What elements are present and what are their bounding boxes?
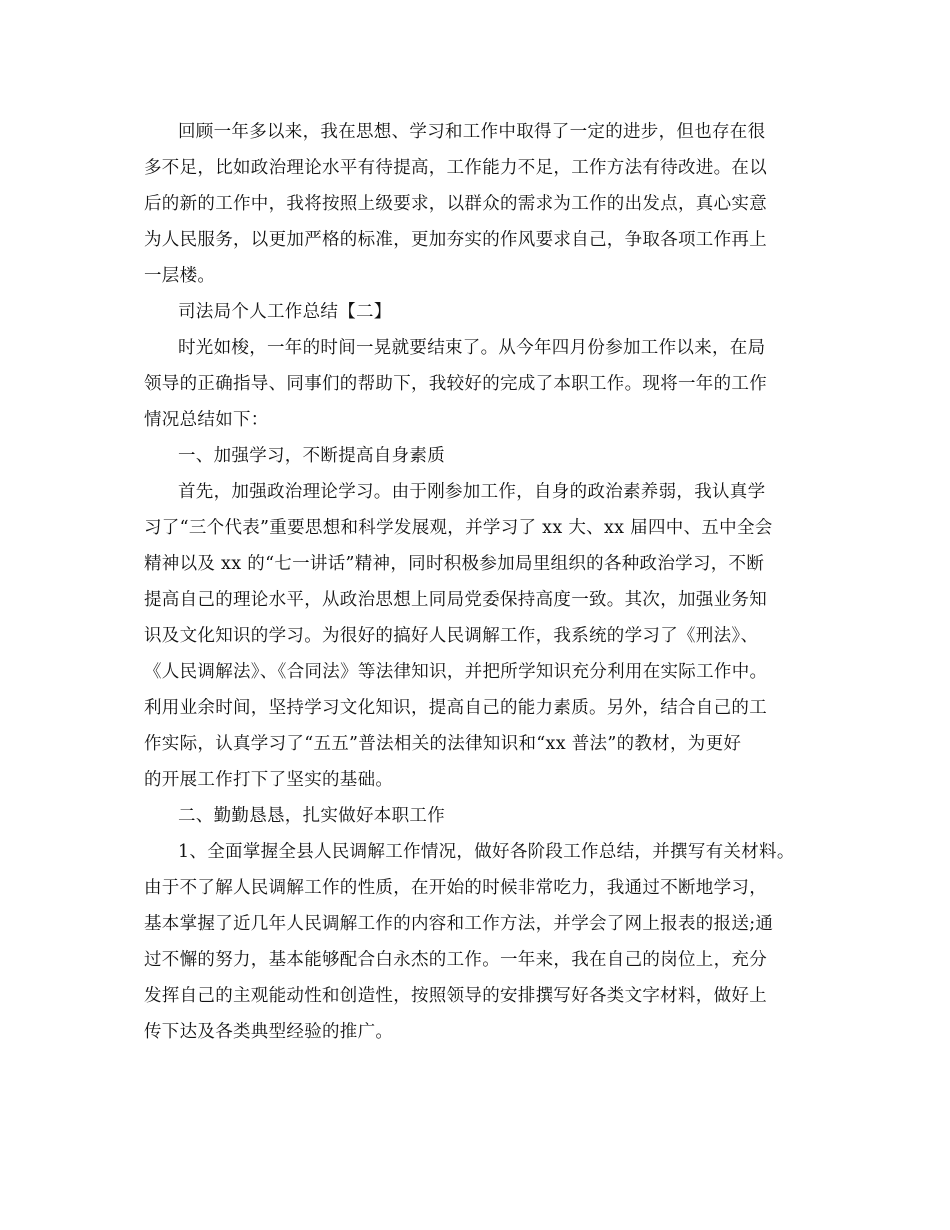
text-line: 识及文化知识的学习。为很好的搞好人民调解工作，我系统的学习了《刑法》、 [144,626,759,646]
text-line: 1、全面掌握全县人民调解工作情况，做好各阶段工作总结，并撰写有关材料。 [178,842,795,862]
text-line: 情况总结如下： [144,410,269,430]
text-line: 传下达及各类典型经验的推广。 [144,1022,394,1042]
text-line: 习了“三个代表”重要思想和科学发展观，并学习了 xx 大、xx 届四中、五中全会 [144,518,773,538]
text-line: 首先，加强政治理论学习。由于刚参加工作，自身的政治素养弱，我认真学 [178,482,766,502]
text-line: 精神以及 xx 的“七一讲话”精神，同时积极参加局里组织的各种政治学习，不断 [144,554,765,574]
text-line: 一层楼。 [144,266,216,286]
text-line: 利用业余时间，坚持学习文化知识，提高自己的能力素质。另外，结合自己的工 [144,698,767,718]
section-heading: 二、勤勤恳恳，扎实做好本职工作 [178,806,445,826]
section-heading: 一、加强学习，不断提高自身素质 [178,446,445,466]
text-line: 提高自己的理论水平，从政治思想上同局党委保持高度一致。其次，加强业务知 [144,590,767,610]
text-line: 过不懈的努力，基本能够配合白永杰的工作。一年来，我在自己的岗位上，充分 [144,950,767,970]
text-line: 后的新的工作中，我将按照上级要求，以群众的需求为工作的出发点，真心实意 [144,194,767,214]
text-line: 基本掌握了近几年人民调解工作的内容和工作方法，并学会了网上报表的报送;通 [144,914,774,934]
text-line: 作实际，认真学习了“五五”普法相关的法律知识和“xx 普法”的教材，为更好 [144,734,742,754]
text-line: 回顾一年多以来，我在思想、学习和工作中取得了一定的进步，但也存在很 [178,122,766,142]
text-line: 时光如梭，一年的时间一晃就要结束了。从今年四月份参加工作以来，在局 [178,338,766,358]
text-line: 为人民服务，以更加严格的标准，更加夯实的作风要求自己，争取各项工作再上 [144,230,767,250]
text-line: 的开展工作打下了坚实的基础。 [144,770,394,790]
text-line: 发挥自己的主观能动性和创造性，按照领导的安排撰写好各类文字材料，做好上 [144,986,767,1006]
text-line: 多不足，比如政治理论水平有待提高，工作能力不足，工作方法有待改进。在以 [144,158,767,178]
text-line: 由于不了解人民调解工作的性质，在开始的时候非常吃力，我通过不断地学习， [144,878,767,898]
text-line: 领导的正确指导、同事们的帮助下，我较好的完成了本职工作。现将一年的工作 [144,374,767,394]
text-line: 《人民调解法》、《合同法》等法律知识，并把所学知识充分利用在实际工作中。 [144,662,768,682]
section-heading: 司法局个人工作总结【二】 [178,302,392,322]
